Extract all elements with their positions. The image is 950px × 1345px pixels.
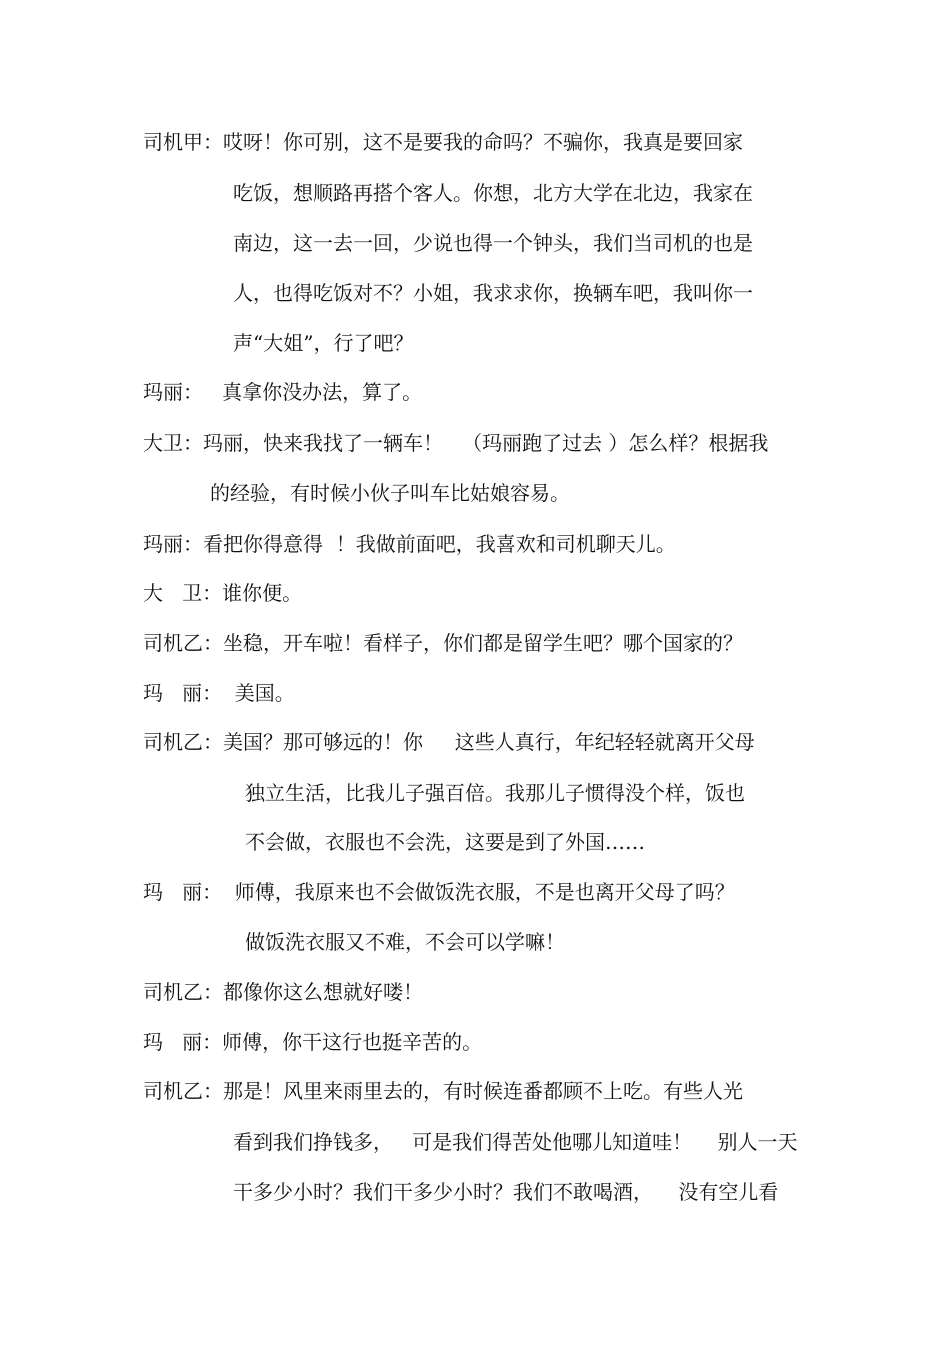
dialogue-line: 司机乙：都像你这么想就好喽！ — [143, 980, 423, 1004]
dialogue-line: 独立生活，比我儿子强百倍。我那儿子惯得没个样，饭也 — [245, 781, 745, 805]
dialogue-line: 玛 丽： 美国。 — [143, 681, 295, 705]
dialogue-line: 玛丽： 真拿你没办法，算了。 — [143, 380, 423, 404]
dialogue-line: 做饭洗衣服又不难，不会可以学嘛！ — [245, 930, 565, 954]
dialogue-line: 玛丽：看把你得意得 ！我做前面吧，我喜欢和司机聊天儿。 — [143, 532, 676, 556]
dialogue-line: 的经验，有时候小伙子叫车比姑娘容易。 — [210, 481, 570, 505]
dialogue-line: 吃饭，想顺路再搭个客人。你想，北方大学在北边，我家在 — [233, 181, 753, 205]
dialogue-line: 大卫：玛丽，快来我找了一辆车！ （玛丽跑了过去 ）怎么样？根据我 — [143, 431, 769, 455]
dialogue-line: 玛 丽：师傅，你干这行也挺辛苦的。 — [143, 1030, 483, 1054]
dialogue-line: 南边，这一去一回，少说也得一个钟头，我们当司机的也是 — [233, 231, 753, 255]
dialogue-line: 司机乙：坐稳，开车啦！看样子，你们都是留学生吧？哪个国家的？ — [143, 631, 743, 655]
dialogue-line: 大 卫：谁你便。 — [143, 581, 303, 605]
dialogue-line: 司机甲：哎呀！你可别，这不是要我的命吗？不骗你，我真是要回家 — [143, 130, 743, 154]
dialogue-line: 玛 丽： 师傅，我原来也不会做饭洗衣服，不是也离开父母了吗？ — [143, 880, 735, 904]
dialogue-line: 看到我们挣钱多， 可是我们得苦处他哪儿知道哇！ 别人一天 — [233, 1130, 798, 1154]
dialogue-line: 司机乙：美国？那可够远的！你 这些人真行，年纪轻轻就离开父母 — [143, 730, 755, 754]
dialogue-line: 声“大姐”，行了吧？ — [233, 331, 414, 355]
dialogue-line: 干多少小时？我们干多少小时？我们不敢喝酒， 没有空儿看 — [233, 1180, 779, 1204]
dialogue-line: 不会做，衣服也不会洗，这要是到了外国…… — [245, 830, 645, 854]
dialogue-line: 司机乙：那是！风里来雨里去的，有时候连番都顾不上吃。有些人光 — [143, 1079, 743, 1103]
dialogue-line: 人，也得吃饭对不？小姐，我求求你，换辆车吧，我叫你一 — [233, 281, 753, 305]
